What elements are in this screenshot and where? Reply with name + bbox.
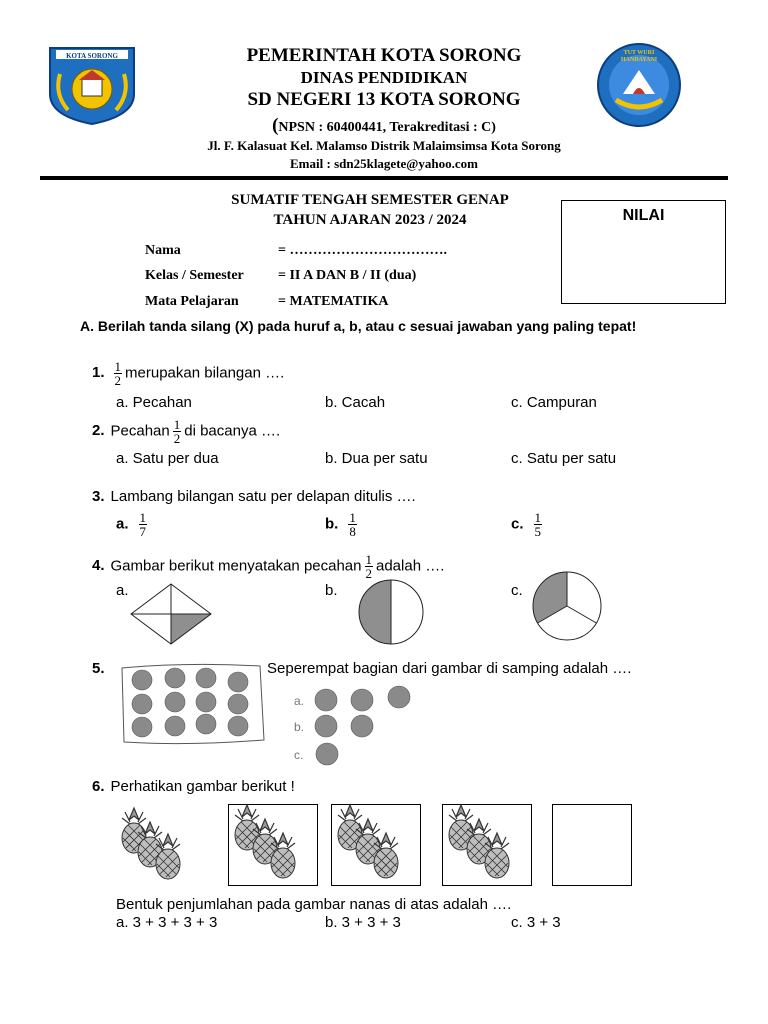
left-logo-text: KOTA SORONG: [66, 52, 118, 60]
q6-option-a[interactable]: a. 3 + 3 + 3 + 3: [116, 914, 218, 931]
circle-third-shaded: [531, 570, 603, 642]
question-number: 4.: [92, 557, 105, 575]
question-number: 2.: [92, 422, 105, 440]
question-text-pre: Gambar berikut menyatakan pecahan: [110, 557, 362, 575]
question-5-text: Seperempat bagian dari gambar di samping adalah ….: [267, 660, 632, 677]
question-5-number: 5.: [92, 660, 105, 677]
right-logo-text: TUT WURI HANDAYANI: [620, 50, 658, 63]
header-npsn: [0, 115, 768, 137]
fraction: $\frac{1}{5}$: [534, 510, 542, 539]
question-6-text-2: Bentuk penjumlahan pada gambar nanas di atas adalah ….: [116, 896, 512, 913]
question-text: merupakan bilangan ….: [125, 364, 285, 382]
header-divider: [40, 176, 728, 180]
header-email: Email : sdn25klagete@yahoo.com: [290, 156, 478, 171]
q5-option-c[interactable]: c.: [294, 748, 304, 762]
question-text: Lambang bilangan satu per delapan ditulis ….: [110, 488, 416, 505]
q5-option-a-fruits: [312, 684, 416, 714]
question-text-pre: Pecahan: [110, 422, 170, 440]
q5-option-c-fruits: [312, 740, 342, 768]
option-label: b.: [325, 515, 339, 533]
q2-option-a[interactable]: a. Satu per dua: [116, 450, 219, 467]
q6-option-b[interactable]: b. 3 + 3 + 3: [325, 914, 401, 931]
question-text: adalah ….: [376, 557, 445, 575]
header-npsn-text: NPSN : 60400441, Terakreditasi : C): [278, 120, 496, 135]
nilai-box: [561, 200, 726, 304]
question-text: di bacanya ….: [184, 422, 281, 440]
question-3: [92, 488, 416, 506]
nilai-label: NILAI: [622, 207, 665, 224]
q3-option-a[interactable]: [116, 511, 150, 538]
question-1: [92, 360, 284, 387]
exam-title: SUMATIF TENGAH SEMESTER GENAP: [231, 192, 509, 208]
q4-option-c-label[interactable]: c.: [511, 582, 523, 599]
section-a-instruction: A. Berilah tanda silang (X) pada huruf a, b, atau c sesuai jawaban yang paling tepat!: [80, 318, 637, 334]
q2-option-c[interactable]: c. Satu per satu: [511, 450, 617, 467]
fraction: $\frac{1}{8}$: [349, 510, 356, 539]
q5-option-a[interactable]: a.: [294, 694, 305, 708]
field-value-kelas: = II A DAN B / II (dua): [278, 268, 417, 283]
q1-option-b[interactable]: b. Cacah: [325, 394, 386, 411]
header-government: PEMERINTAH KOTA SORONG: [246, 45, 522, 66]
q3-option-c[interactable]: [511, 511, 545, 538]
q5-option-b-fruits: [312, 712, 382, 740]
header-address: Jl. F. Kalasuat Kel. Malamso Distrik Malaimsimsa Kota Sorong: [207, 138, 561, 153]
pineapple-box-4: [442, 804, 532, 886]
q1-option-c[interactable]: c. Campuran: [511, 394, 597, 411]
circle-half-shaded: [357, 578, 425, 646]
q4-option-a-label[interactable]: a.: [116, 582, 129, 599]
option-label: c.: [511, 515, 524, 533]
pineapple-group-4: [447, 805, 527, 885]
diamond-quarter-shaded: [130, 583, 212, 645]
question-number: 1.: [92, 364, 105, 382]
field-value-mapel: = MATEMATIKA: [278, 294, 389, 309]
q3-option-b[interactable]: [325, 511, 360, 538]
q2-option-b[interactable]: b. Dua per satu: [325, 450, 428, 467]
field-label-mapel: Mata Pelajaran: [145, 294, 239, 309]
field-label-kelas: Kelas / Semester: [145, 268, 244, 283]
question-4: [92, 553, 444, 580]
pineapple-group-1: [116, 806, 186, 884]
fraction: $\frac{1}{2}$: [173, 417, 181, 446]
fraction: $\frac{1}{7}$: [139, 510, 147, 539]
fruit-grid-image: [118, 662, 266, 746]
pineapple-group-2: [233, 805, 313, 885]
header-npsn-paren: (: [272, 115, 279, 136]
header-agency: DINAS PENDIDIKAN: [300, 68, 468, 87]
q1-option-a[interactable]: a. Pecahan: [116, 394, 192, 411]
q6-option-c[interactable]: c. 3 + 3: [511, 914, 561, 931]
fraction: $\frac{1}{2}$: [114, 359, 122, 388]
fraction: $\frac{1}{2}$: [365, 552, 372, 581]
pineapple-group-3: [336, 805, 416, 885]
exam-year: TAHUN AJARAN 2023 / 2024: [273, 212, 467, 228]
question-number: 6.: [92, 778, 105, 795]
question-text: Perhatikan gambar berikut !: [110, 778, 295, 795]
option-label: a.: [116, 515, 129, 533]
q5-option-b[interactable]: b.: [294, 720, 305, 734]
question-6: [92, 778, 295, 796]
header-school-name: SD NEGERI 13 KOTA SORONG: [247, 89, 521, 110]
question-2: [92, 418, 280, 445]
question-number: 3.: [92, 488, 105, 505]
empty-box[interactable]: [552, 804, 632, 886]
q4-option-b-label[interactable]: b.: [325, 582, 338, 599]
pineapple-box-2: [228, 804, 318, 886]
field-value-nama[interactable]: = …………………………….: [278, 243, 447, 258]
pineapple-box-3: [331, 804, 421, 886]
field-label-nama: Nama: [145, 243, 181, 258]
